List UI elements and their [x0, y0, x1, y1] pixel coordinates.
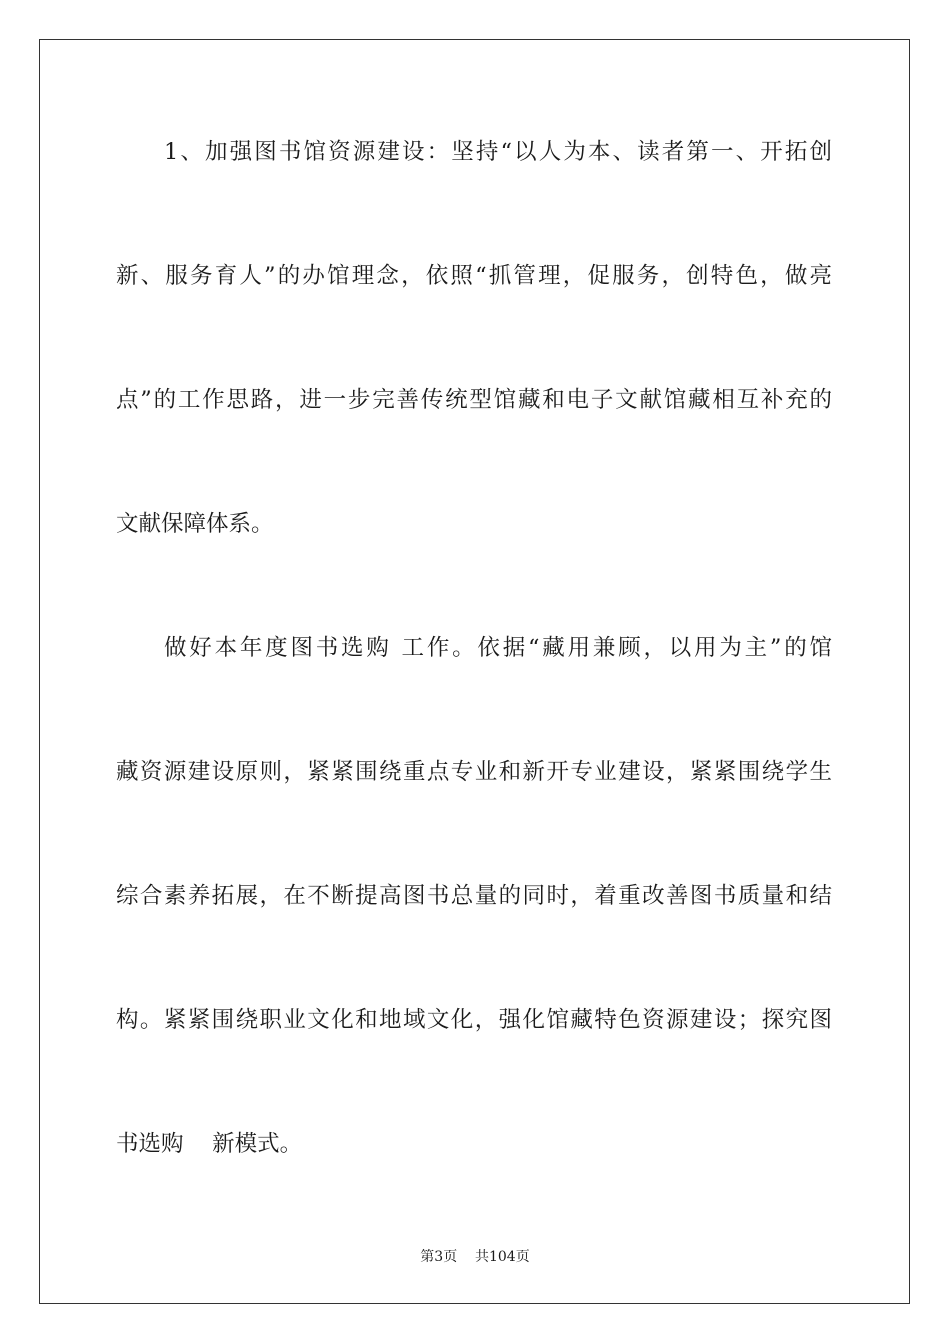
paragraph-2-line-2: 藏资源建设原则，紧紧围绕重点专业和新开专业建设，紧紧围绕学生 [116, 759, 832, 785]
page-border [39, 39, 910, 1304]
paragraph-1-line-2: 新、服务育人”的办馆理念，依照“抓管理，促服务，创特色，做亮 [116, 263, 832, 289]
paragraph-2-line-1: 做好本年度图书选购 工作。依据“藏用兼顾，以用为主”的馆 [164, 635, 832, 661]
paragraph-1-line-3: 点”的工作思路，进一步完善传统型馆藏和电子文献馆藏相互补充的 [116, 387, 832, 413]
paragraph-2-line-3: 综合素养拓展，在不断提高图书总量的同时，着重改善图书质量和结 [116, 883, 832, 909]
paragraph-2-line-5: 书选购 新模式。 [116, 1131, 303, 1157]
page-number-footer: 第3页 共104页 [420, 1249, 530, 1265]
paragraph-1-line-1: 1、加强图书馆资源建设：坚持“以人为本、读者第一、开拓创 [164, 139, 832, 165]
paragraph-1-line-4: 文献保障体系。 [116, 511, 274, 537]
paragraph-2-line-4: 构。紧紧围绕职业文化和地域文化，强化馆藏特色资源建设；探究图 [116, 1007, 832, 1033]
